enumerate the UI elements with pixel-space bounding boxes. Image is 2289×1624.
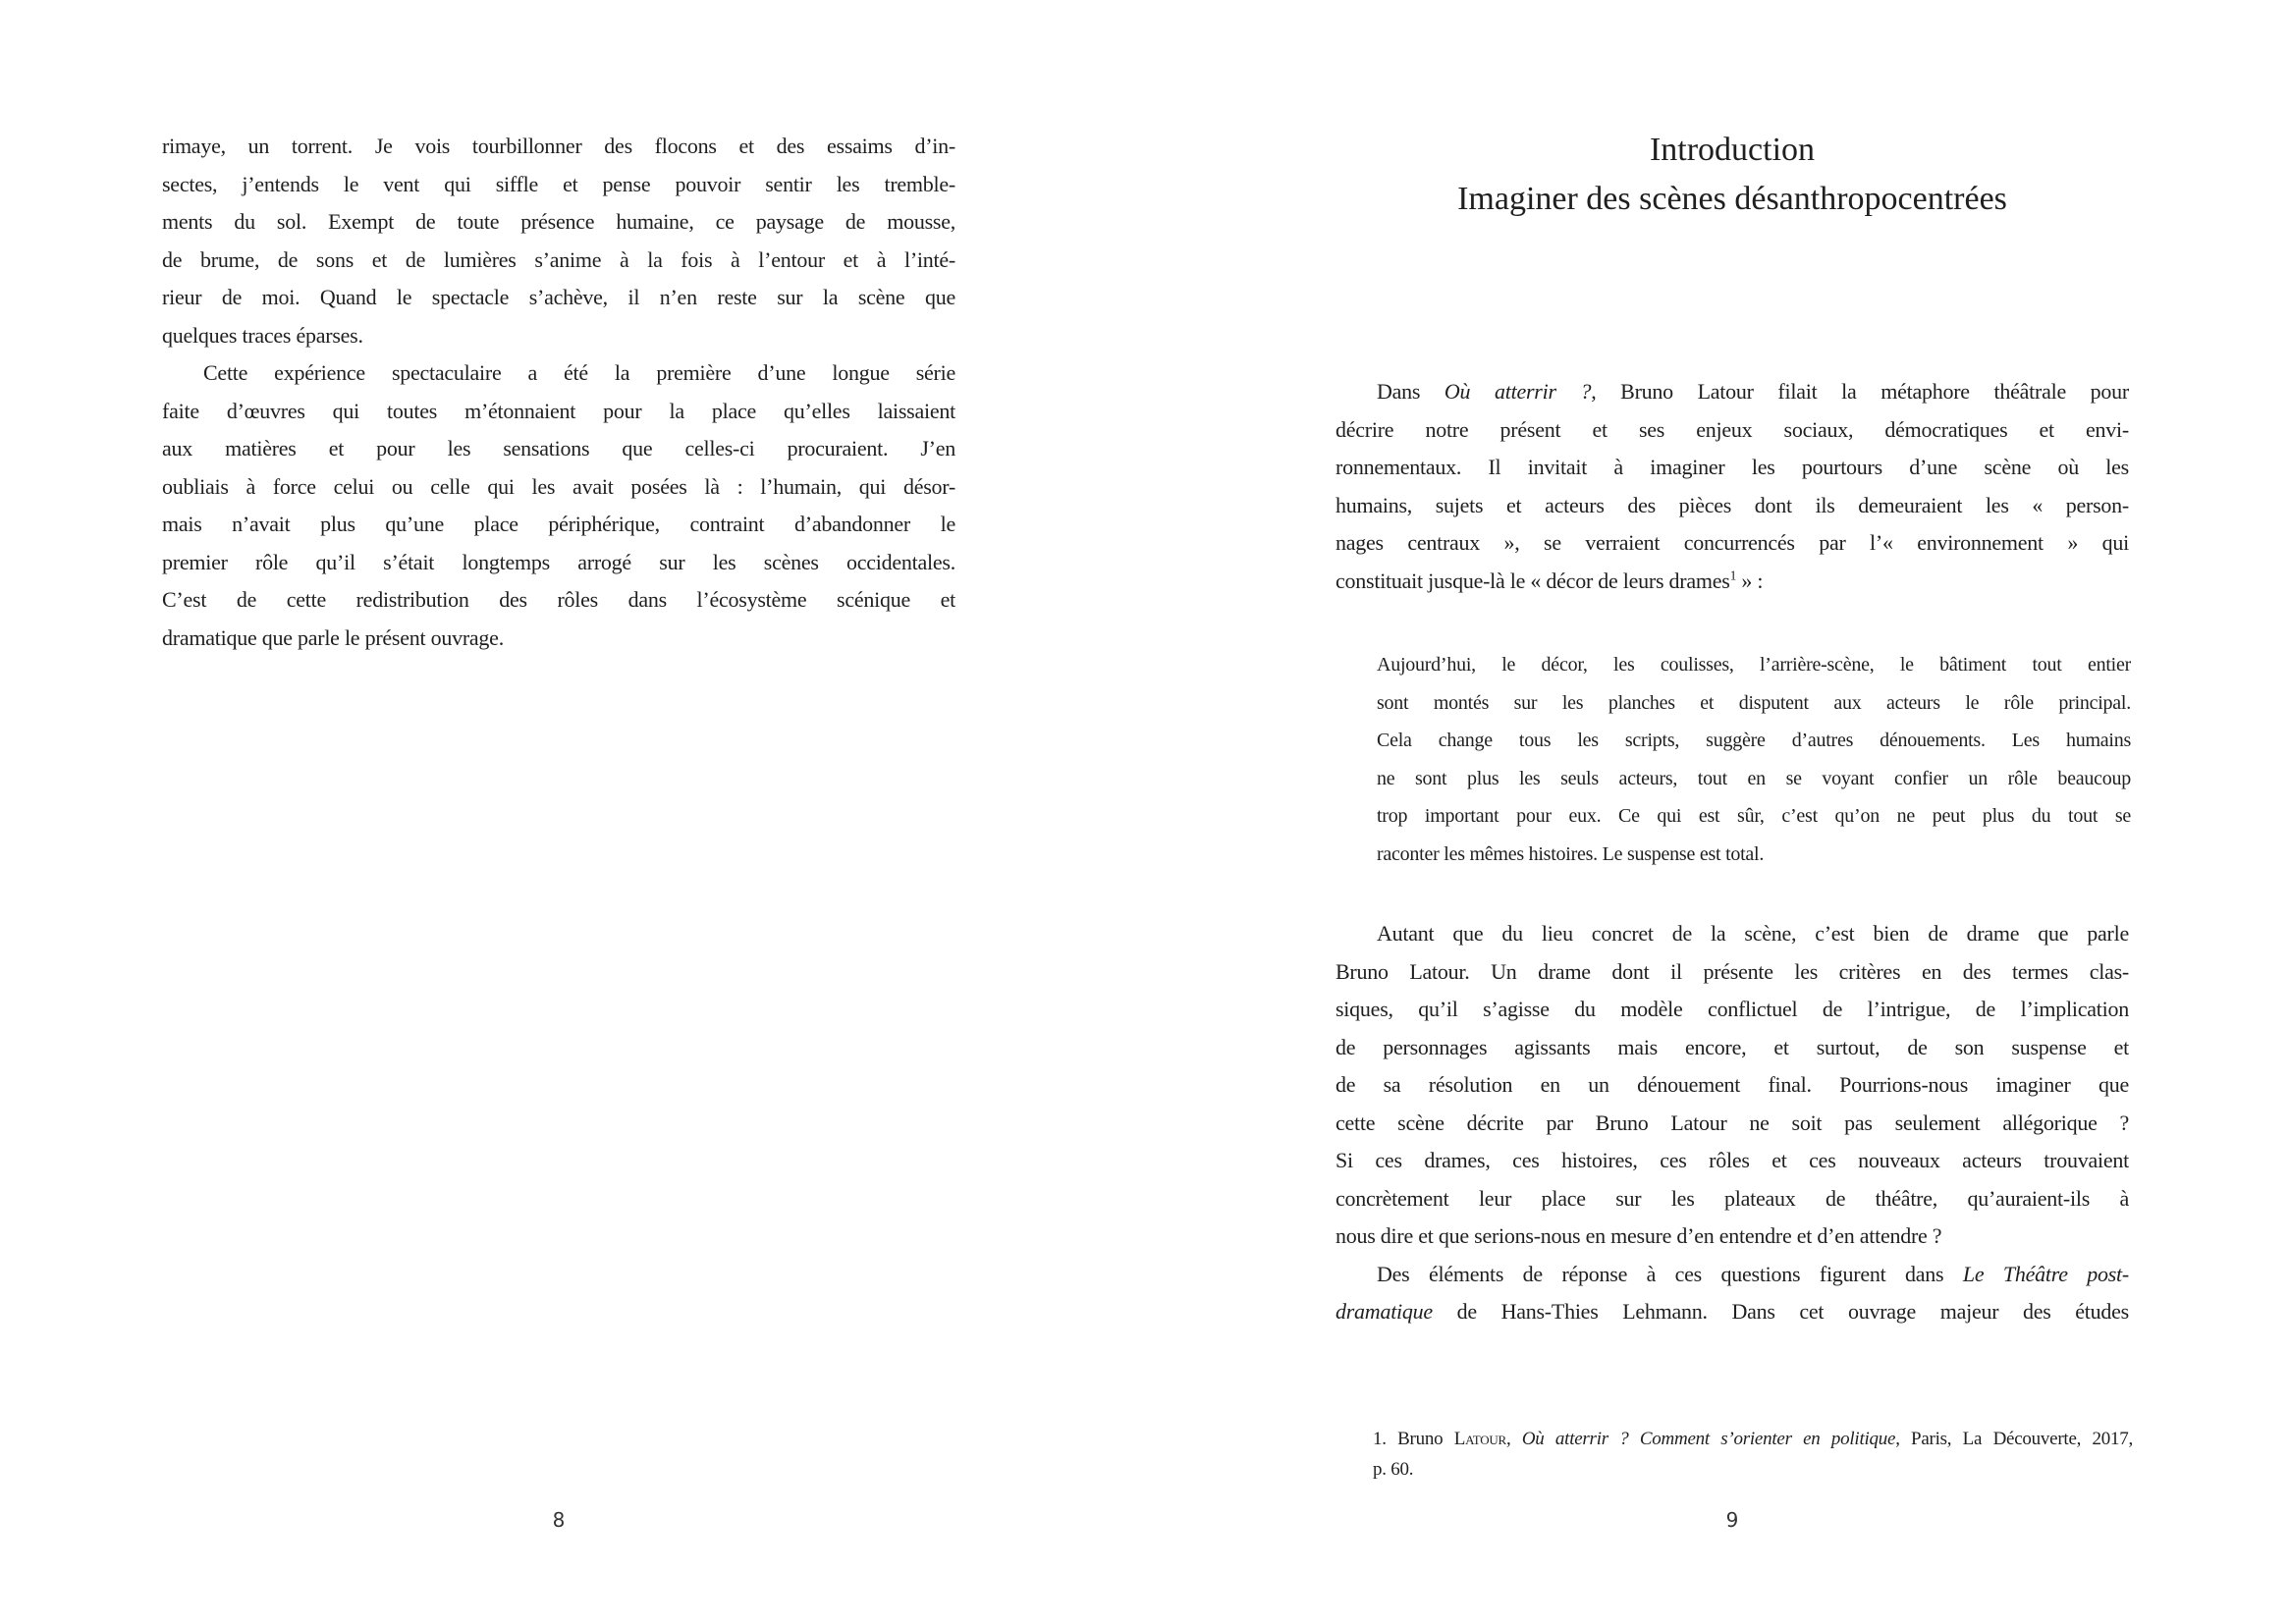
text: dramatique que parle le présent ouvrage. <box>162 624 504 650</box>
text: concrètement leur place sur les plateaux de théâtre, qu’auraient-ils à <box>1335 1185 2129 1211</box>
italic-text: Où atterrir ? Comment s’orienter en politique <box>1521 1429 1896 1449</box>
chapter-heading <box>1335 126 2129 224</box>
text-line <box>1335 1256 2129 1294</box>
text-line <box>162 430 955 468</box>
text: de brume, de sons et de lumières s’anime à la fois à l’entour et à l’inté- <box>162 246 955 272</box>
text-line <box>1373 1424 2133 1454</box>
paragraph <box>1335 373 2129 600</box>
italic-text: Où atterrir ? <box>1444 379 1592 404</box>
footnote-reference: 1 <box>1729 568 1737 583</box>
text-line <box>1335 915 2129 953</box>
text: constituait jusque-là le « décor de leurs drames <box>1335 568 1730 593</box>
text-line <box>1335 1066 2129 1105</box>
text: Des éléments de réponse à ces questions figurent dans <box>1377 1261 1963 1286</box>
text: , Paris, La Découverte, 2017, <box>1895 1429 2133 1449</box>
text-line <box>1373 1454 2133 1485</box>
text-line <box>162 242 955 280</box>
text: , Bruno Latour filait la métaphore théâtrale pour <box>1591 379 2129 404</box>
text-line <box>1335 1105 2129 1143</box>
left-page-body <box>162 128 955 657</box>
text: nages centraux », se verraient concurrencés par l’« environnement » qui <box>1335 530 2129 555</box>
text-line <box>1335 563 2129 601</box>
text: décrire notre présent et ses enjeux sociaux, démocratiques et envi- <box>1335 416 2129 442</box>
text: de sa résolution en un dénouement final. Pourrions-nous imaginer que <box>1335 1072 2129 1097</box>
text: raconter les mêmes histoires. Le suspense est total. <box>1377 842 1765 865</box>
text: C’est de cette redistribution des rôles dans l’écosystème scénique et <box>162 587 955 612</box>
italic-text: dramatique <box>1335 1299 1433 1324</box>
text-line <box>162 620 955 658</box>
text-line <box>1335 1142 2129 1180</box>
text-line <box>162 354 955 393</box>
text: aux matières et pour les sensations que celles-ci procuraient. J’en <box>162 436 955 460</box>
text: Cette expérience spectaculaire a été la première d’une longue série <box>203 360 955 385</box>
text: » : <box>1736 568 1764 593</box>
text-line <box>1377 836 2131 874</box>
text-line <box>162 128 955 166</box>
text-line <box>1335 449 2129 487</box>
text-line <box>1377 722 2131 760</box>
text-line <box>162 166 955 204</box>
text: quelques traces éparses. <box>162 322 363 348</box>
text: sont montés sur les planches et disputent aux acteurs le rôle principal. <box>1377 691 2131 714</box>
text: ne sont plus les seuls acteurs, tout en se voyant confier un rôle beaucoup <box>1377 767 2131 789</box>
text: nous dire et que serions-nous en mesure d’en entendre et d’en attendre ? <box>1335 1223 1942 1248</box>
text: faite d’œuvres qui toutes m’étonnaient pour la place qu’elles laissaient <box>162 398 955 423</box>
text: , <box>1505 1429 1522 1449</box>
text: Autant que du lieu concret de la scène, c’est bien de drame que parle <box>1377 921 2129 946</box>
text: de Hans-Thies Lehmann. Dans cet ouvrage majeur des études <box>1432 1299 2129 1324</box>
text-line <box>162 581 955 620</box>
text-line <box>1335 487 2129 525</box>
page-number-left: 8 <box>552 1508 566 1532</box>
text-line <box>162 279 955 317</box>
text-line <box>1377 646 2131 684</box>
chapter-heading-line2: Imaginer des scènes désanthropocentrées <box>1457 181 2007 217</box>
text: trop important pour eux. Ce qui est sûr, c’est qu’on ne peut plus du tout se <box>1377 805 2131 827</box>
text-line <box>162 506 955 544</box>
text: oubliais à force celui ou celle qui les avait posées là : l’humain, qui désor- <box>162 473 955 499</box>
text-line <box>1335 411 2129 450</box>
text: rieur de moi. Quand le spectacle s’achève, il n’en reste sur la scène que <box>162 285 955 309</box>
text-line <box>162 393 955 431</box>
block-quote <box>1377 646 2131 873</box>
text-line <box>1335 991 2129 1029</box>
text: Cela change tous les scripts, suggère d’autres dénouements. Les humains <box>1377 730 2131 751</box>
text-line <box>1377 760 2131 798</box>
page-number-right: 9 <box>1725 1508 1739 1532</box>
text: rimaye, un torrent. Je vois tourbillonner des flocons et des essaims d’in- <box>162 134 955 158</box>
text-line <box>1335 524 2129 563</box>
text-line <box>1335 1218 2129 1256</box>
text: premier rôle qu’il s’était longtemps arrogé sur les scènes occidentales. <box>162 549 955 574</box>
text: ments du sol. Exempt de toute présence humaine, ce paysage de mousse, <box>162 209 955 234</box>
paragraph <box>1335 1256 2129 1331</box>
text: Dans <box>1377 379 1444 404</box>
text-line <box>1335 373 2129 411</box>
text-line <box>1335 1293 2129 1331</box>
right-page-body <box>1335 915 2129 1331</box>
paragraph <box>1377 646 2131 873</box>
text-line <box>1335 953 2129 992</box>
footnote <box>1373 1424 2133 1485</box>
text: cette scène décrite par Bruno Latour ne soit pas seulement allégorique ? <box>1335 1110 2129 1135</box>
paragraph <box>162 354 955 657</box>
text-line <box>1377 684 2131 723</box>
text: Bruno Latour. Un drame dont il présente les critères en des termes clas- <box>1335 958 2129 984</box>
text-line <box>162 544 955 582</box>
text: mais n’avait plus qu’une place périphérique, contraint d’abandonner le <box>162 512 955 536</box>
text-line <box>162 468 955 507</box>
text: sectes, j’entends le vent qui siffle et pense pouvoir sentir les tremble- <box>162 171 955 196</box>
paragraph <box>162 128 955 354</box>
text: humains, sujets et acteurs des pièces dont ils demeuraient les « person- <box>1335 492 2129 517</box>
text-line <box>1335 1180 2129 1218</box>
text: Aujourd’hui, le décor, les coulisses, l’arrière-scène, le bâtiment tout entier <box>1377 654 2131 676</box>
right-page-intro-paragraph <box>1335 373 2129 600</box>
text-line <box>1377 797 2131 836</box>
text: de personnages agissants mais encore, et surtout, de son suspense et <box>1335 1034 2129 1059</box>
smallcaps-text: Latour <box>1453 1429 1506 1449</box>
text: 1. Bruno <box>1373 1429 1454 1449</box>
italic-text: Le Théâtre post- <box>1962 1261 2129 1286</box>
paragraph <box>1373 1424 2133 1485</box>
chapter-heading-line1: Introduction <box>1649 132 1816 168</box>
text: Si ces drames, ces histoires, ces rôles et ces nouveaux acteurs trouvaient <box>1335 1148 2129 1172</box>
text-line <box>162 317 955 355</box>
text-line <box>162 203 955 242</box>
text: ronnementaux. Il invitait à imaginer les pourtours d’une scène où les <box>1335 455 2129 479</box>
text-line <box>1335 1029 2129 1067</box>
text: p. 60. <box>1373 1459 1414 1480</box>
paragraph <box>1335 915 2129 1256</box>
text: siques, qu’il s’agisse du modèle conflictuel de l’intrigue, de l’implication <box>1335 997 2129 1021</box>
